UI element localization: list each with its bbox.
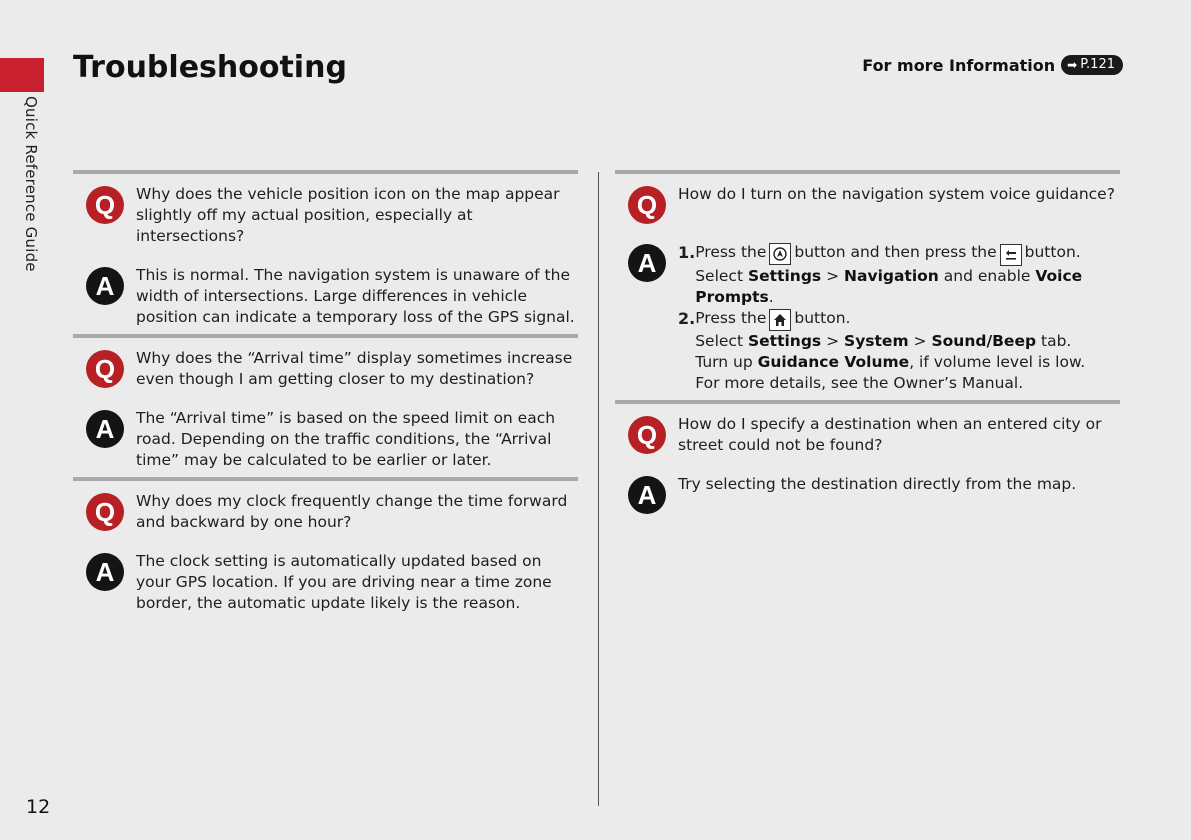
qa-block [615,400,1120,520]
step-text: button. [1024,243,1081,261]
answer-icon: A [628,476,666,514]
step-text: Select [695,267,744,285]
step-text: button and then press the [794,243,997,261]
section-tab [0,58,44,92]
answer-text: Try selecting the destination directly from the map. [678,475,1077,493]
question-text: Why does the vehicle position icon on the map appear slightly off my actual position, especially at intersections? [136,185,560,245]
qa-block [615,170,1120,400]
answer-text: This is normal. The navigation system is unaware of the width of intersections. Large differences in vehicle position can indicate a temporary loss of the GPS signal. [136,266,575,326]
separator: > [913,332,927,350]
step-text: and enable [943,267,1031,285]
separator: > [826,267,840,285]
answer-text [678,238,1120,394]
answer-row [73,547,578,614]
question-icon: Q [86,493,124,531]
qa-block [73,170,578,334]
steps-list [678,242,1120,394]
separator: > [826,332,840,350]
menu-system: System [844,332,909,350]
step-text: For more details, see the Owner’s Manual. [695,374,1024,392]
answer-row [615,238,1120,394]
qa-block [73,477,578,620]
page-title: Troubleshooting [73,50,347,85]
question-row [73,344,578,390]
left-column [73,170,578,620]
step-body [695,242,1120,308]
step-number: 2. [678,309,696,328]
answer-text: The “Arrival time” is based on the speed limit on each road. Depending on the traffic conditions, the “Arrival time” may be calculated to be earlier or later. [136,409,556,469]
answer-icon: A [86,410,124,448]
answer-row [73,261,578,328]
step-text: button. [794,309,851,327]
step-2 [678,308,1120,394]
navigation-icon [769,243,791,265]
home-icon [769,309,791,331]
back-icon [1000,244,1022,266]
step-text: tab. [1041,332,1072,350]
step-number: 1. [678,243,696,262]
question-icon: Q [628,416,666,454]
page-reference-badge[interactable] [1061,55,1123,75]
step-body [695,308,1120,394]
answer-row [615,470,1120,514]
question-icon: Q [86,350,124,388]
step-text: Turn up [695,353,753,371]
step-text: Press the [695,243,767,261]
question-row [615,180,1120,224]
answer-icon: A [628,244,666,282]
arrow-right-icon: ➡ [1067,58,1078,72]
more-info-label: For more Information [862,55,1056,75]
right-column [615,170,1120,520]
column-divider [598,172,599,806]
menu-voice-prompts: Voice Prompts [695,267,1083,306]
page-number: 12 [26,796,51,818]
answer-icon: A [86,553,124,591]
step-text: Select [695,332,744,350]
qa-block [73,334,578,477]
side-section-label: Quick Reference Guide [22,96,40,272]
page-reference: P.121 [1080,57,1115,72]
menu-guidance-volume: Guidance Volume [757,353,910,371]
more-information-link[interactable] [862,55,1123,75]
step-1 [678,242,1120,308]
question-icon: Q [86,186,124,224]
question-icon: Q [628,186,666,224]
question-row [73,180,578,247]
answer-text: The clock setting is automatically updated based on your GPS location. If you are driving near a time zone border, the automatic update likely is the reason. [136,552,552,612]
answer-icon: A [86,267,124,305]
menu-sound-beep: Sound/Beep [931,332,1037,350]
question-text: How do I specify a destination when an entered city or street could not be found? [678,415,1102,454]
step-text: Press the [695,309,767,327]
question-text: Why does my clock frequently change the time forward and backward by one hour? [136,492,568,531]
menu-settings: Settings [747,332,822,350]
question-row [615,410,1120,456]
menu-navigation: Navigation [844,267,939,285]
menu-settings: Settings [747,267,822,285]
question-text: Why does the “Arrival time” display sometimes increase even though I am getting closer to my destination? [136,349,573,388]
step-text: , if volume level is low. [909,353,1086,371]
question-row [73,487,578,533]
question-text: How do I turn on the navigation system voice guidance? [678,185,1115,203]
step-text: . [768,288,774,306]
answer-row [73,404,578,471]
